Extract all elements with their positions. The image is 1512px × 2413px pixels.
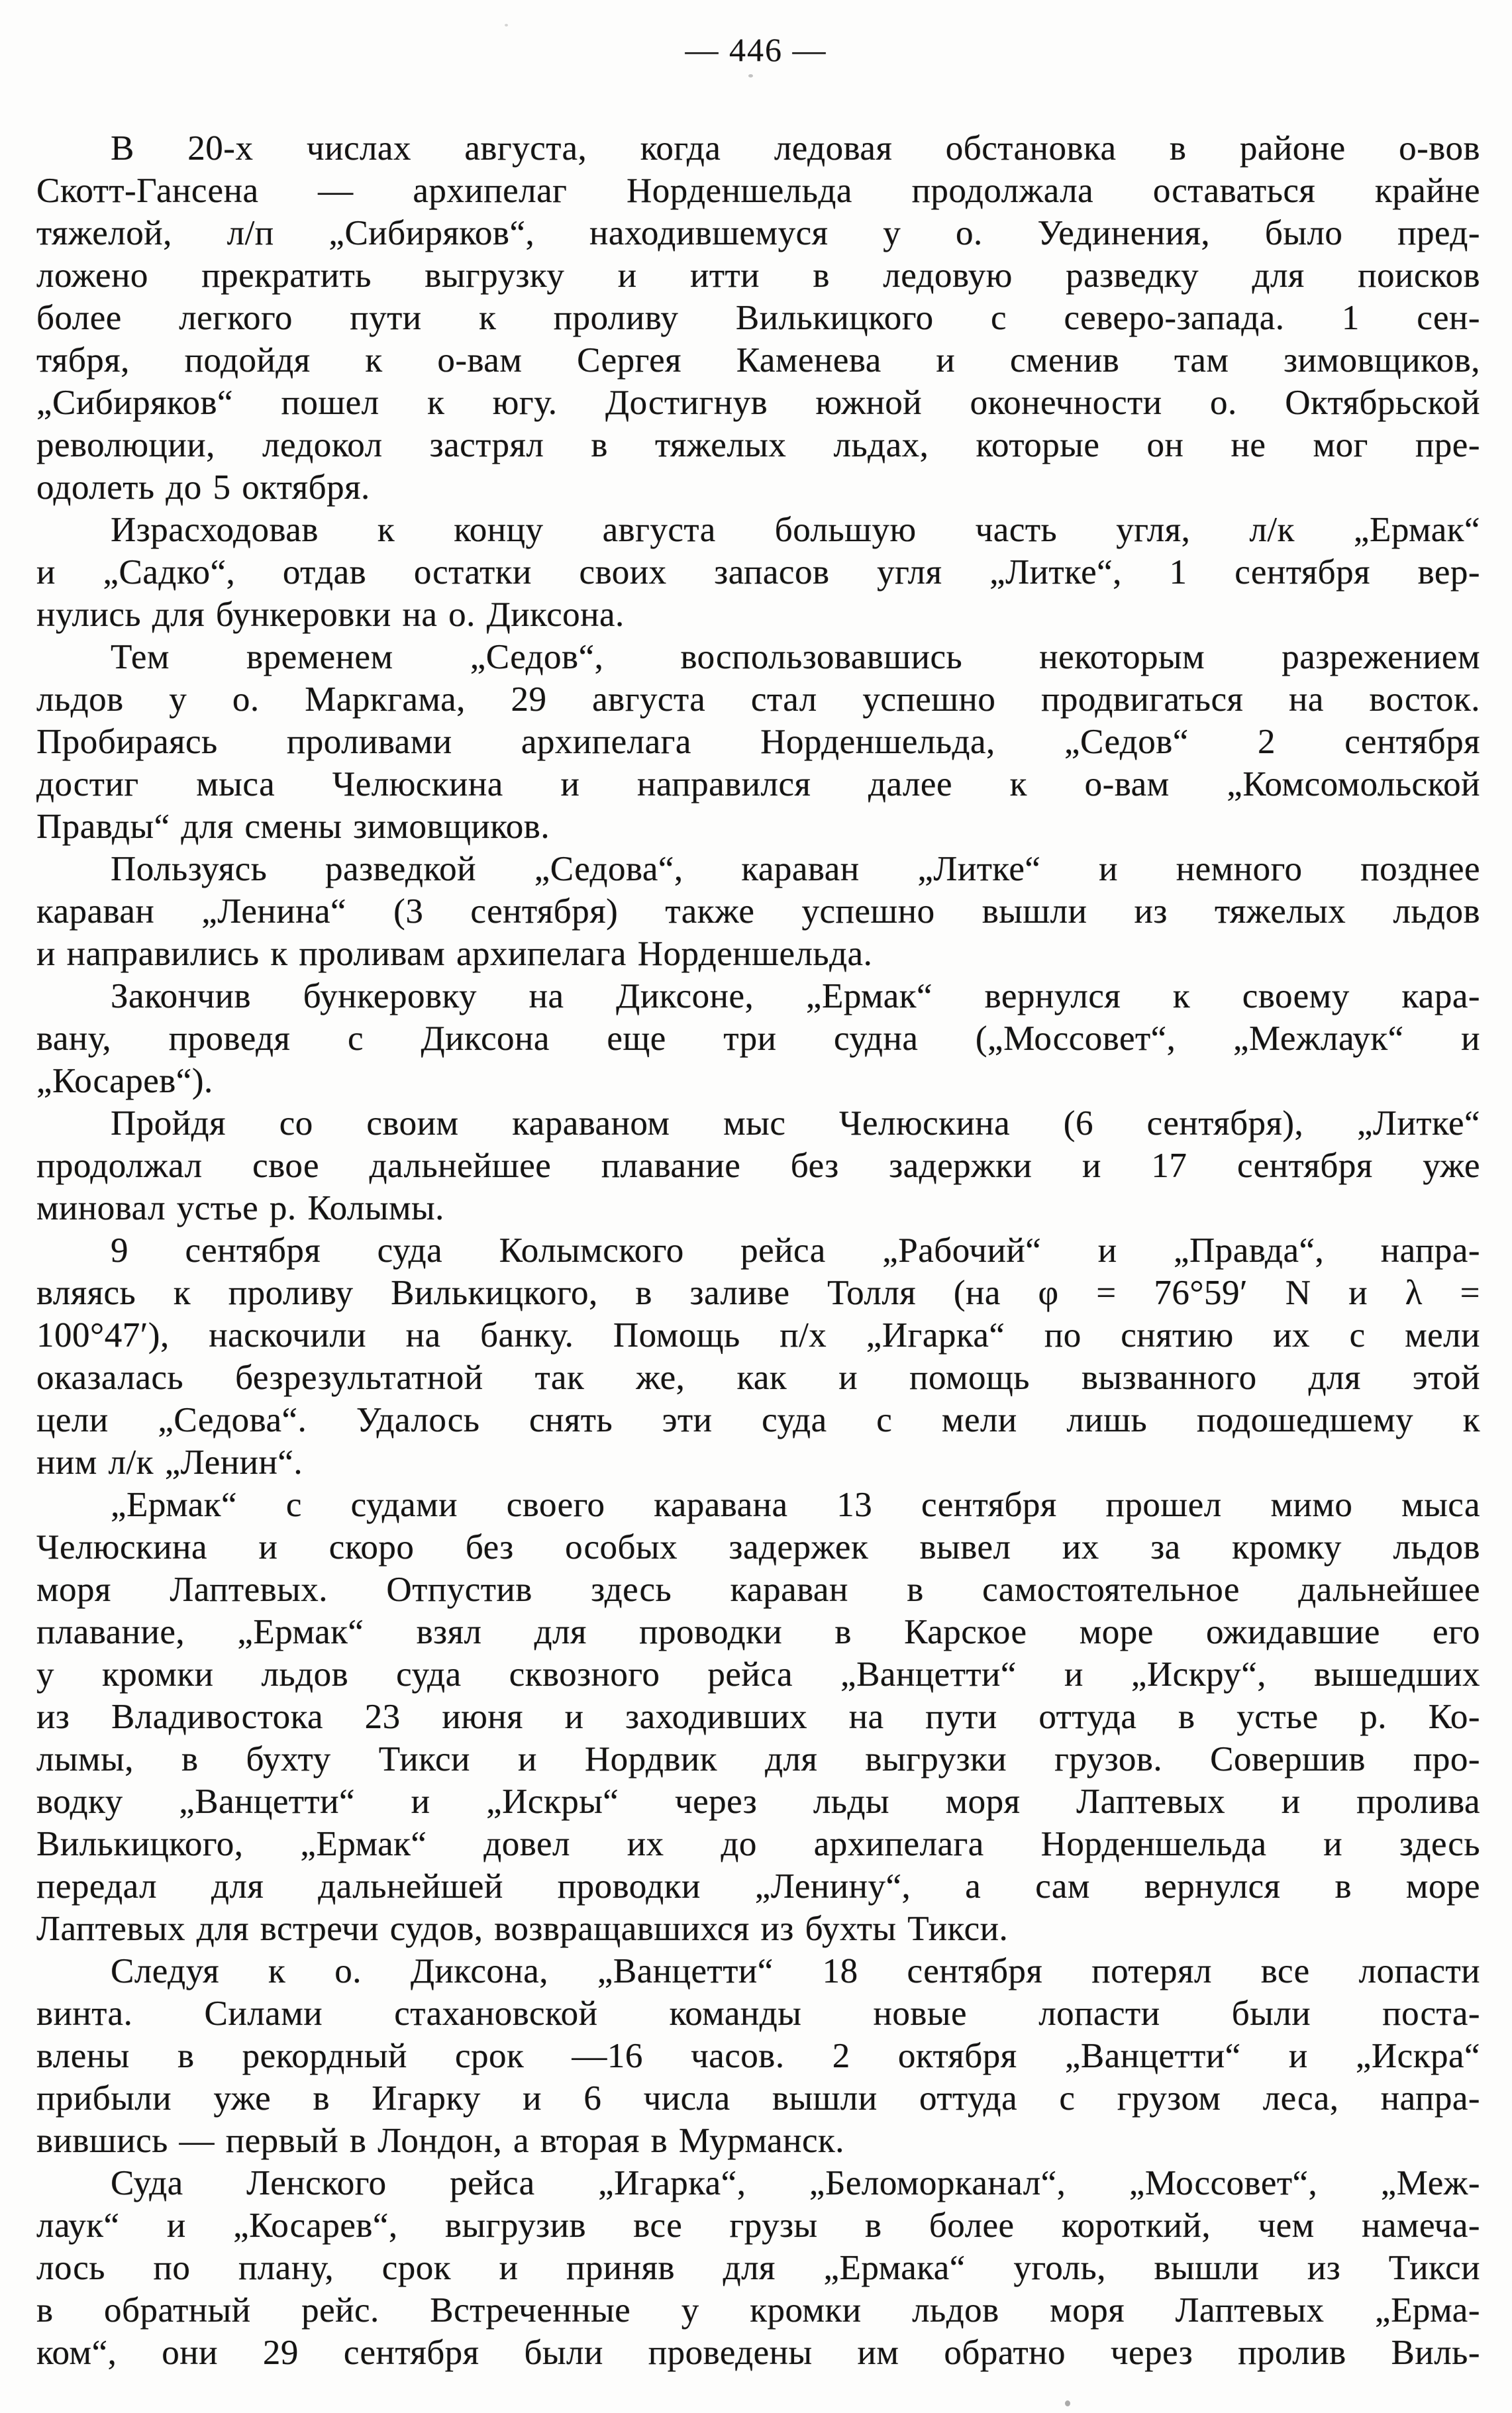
text-line: Челюскина и скоро без особых задержек вывел их за кромку льдов [36, 1528, 1480, 1566]
paragraph [36, 848, 1480, 975]
text-line: Пользуясь разведкой „Седова“, караван „Литке“ и немного позднее [111, 850, 1480, 888]
text-line: плавание, „Ермак“ взял для проводки в Карское море ожидавшие его [36, 1613, 1480, 1651]
text-line: и направились к проливам архипелага Норденшельда. [36, 935, 873, 973]
text-line: революции, ледокол застрял в тяжелых льдах, которые он не мог пре- [36, 426, 1480, 464]
paragraph [36, 2162, 1480, 2374]
text-line: винта. Силами стахановской команды новые лопасти были поста- [36, 1994, 1480, 2033]
text-line: караван „Ленина“ (3 сентября) также успешно вышли из тяжелых льдов [36, 892, 1480, 931]
text-line: ним л/к „Ленин“. [36, 1443, 303, 1482]
text-line: вившись — первый в Лондон, а вторая в Мурманск. [36, 2122, 844, 2160]
paragraph [36, 1229, 1480, 1484]
text-line: ком“, они 29 сентября были проведены им обратно через пролив Виль- [36, 2334, 1480, 2372]
text-line: Лаптевых для встречи судов, возвращавшихся из бухты Тикси. [36, 1910, 1009, 1948]
text-line: одолеть до 5 октября. [36, 468, 370, 507]
text-line: продолжал свое дальнейшее плавание без задержки и 17 сентября уже [36, 1147, 1480, 1185]
text-line: Вилькицкого, „Ермак“ довел их до архипелага Норденшельда и здесь [36, 1825, 1480, 1863]
text-line: тяжелой, л/п „Сибиряков“, находившемуся у о. Уединения, было пред- [36, 214, 1480, 252]
text-line: вляясь к проливу Вилькицкого, в заливе Толля (на φ = 76°59′ N и λ = [36, 1274, 1480, 1312]
page-number: — 446 — [685, 31, 827, 68]
text-line: достиг мыса Челюскина и направился далее к о-вам „Комсомольской [36, 765, 1480, 803]
text-line: „Косарев“). [36, 1062, 213, 1100]
text-line: Израсходовав к концу августа большую часть угля, л/к „Ермак“ [111, 511, 1480, 549]
paragraph [36, 1484, 1480, 1950]
paragraph [36, 1950, 1480, 2162]
text-line: ложено прекратить выгрузку и итти в ледовую разведку для поисков [36, 256, 1480, 295]
text-line: тября, подойдя к о-вам Сергея Каменева и сменив там зимовщиков, [36, 341, 1480, 380]
text-line: цели „Седова“. Удалось снять эти суда с мели лишь подошедшему к [36, 1401, 1480, 1439]
paragraph [36, 975, 1480, 1102]
paragraph [36, 127, 1480, 509]
text-line: из Владивостока 23 июня и заходивших на пути оттуда в устье р. Ко- [36, 1698, 1480, 1736]
text-line: водку „Ванцетти“ и „Искры“ через льды моря Лаптевых и пролива [36, 1782, 1480, 1821]
text-line: „Сибиряков“ пошел к югу. Достигнув южной оконечности о. Октябрьской [36, 384, 1480, 422]
paragraph [36, 1102, 1480, 1229]
text-line: Тем временем „Седов“, воспользовавшись некоторым разрежением [111, 638, 1480, 676]
text-line: „Ермак“ с судами своего каравана 13 сентября прошел мимо мыса [111, 1486, 1480, 1524]
text-line: лось по плану, срок и приняв для „Ермака“ уголь, вышли из Тикси [36, 2249, 1480, 2287]
paragraph [36, 509, 1480, 636]
text-line: Скотт-Гансена — архипелаг Норденшельда продолжала оставаться крайне [36, 172, 1480, 210]
text-line: В 20-х числах августа, когда ледовая обстановка в районе о-вов [111, 129, 1480, 168]
text-line: оказалась безрезультатной так же, как и помощь вызванного для этой [36, 1359, 1480, 1397]
text-line: прибыли уже в Игарку и 6 числа вышли оттуда с грузом леса, напра- [36, 2079, 1480, 2118]
text-line: и „Садко“, отдав остатки своих запасов угля „Литке“, 1 сентября вер- [36, 553, 1480, 591]
text-line: льдов у о. Маркгама, 29 августа стал успешно продвигаться на восток. [36, 680, 1480, 719]
text-line: 100°47′), наскочили на банку. Помощь п/х „Игарка“ по снятию их с мели [36, 1316, 1480, 1355]
text-line: Правды“ для смены зимовщиков. [36, 807, 550, 846]
text-line: Закончив бункеровку на Диксоне, „Ермак“ вернулся к своему кара- [111, 977, 1480, 1015]
paragraph [36, 636, 1480, 848]
text-line: передал для дальнейшей проводки „Ленину“, а сам вернулся в море [36, 1867, 1480, 1906]
scan-speck [1065, 2400, 1070, 2406]
text-line: Суда Ленского рейса „Игарка“, „Беломорканал“, „Моссовет“, „Меж- [111, 2164, 1480, 2202]
text-line: у кромки льдов суда сквозного рейса „Ванцетти“ и „Искру“, вышедших [36, 1655, 1480, 1694]
text-line: Пройдя со своим караваном мыс Челюскина (6 сентября), „Литке“ [111, 1104, 1480, 1143]
text-line: нулись для бункеровки на о. Диксона. [36, 595, 625, 634]
text-line: Следуя к о. Диксона, „Ванцетти“ 18 сентября потерял все лопасти [111, 1952, 1480, 1990]
text-line: моря Лаптевых. Отпустив здесь караван в самостоятельное дальнейшее [36, 1570, 1480, 1609]
text-line: влены в рекордный срок —16 часов. 2 октября „Ванцетти“ и „Искра“ [36, 2037, 1480, 2075]
text-line: вану, проведя с Диксона еще три судна („Моссовет“, „Межлаук“ и [36, 1019, 1480, 1058]
text-line: лаук“ и „Косарев“, выгрузив все грузы в более короткий, чем намеча- [36, 2206, 1480, 2245]
text-line: в обратный рейс. Встреченные у кромки льдов моря Лаптевых „Ерма- [36, 2291, 1480, 2330]
scan-speck [505, 24, 508, 26]
text-line: миновал устье р. Колымы. [36, 1189, 444, 1227]
text-line: Пробираясь проливами архипелага Норденшельда, „Седов“ 2 сентября [36, 723, 1480, 761]
text-line: лымы, в бухту Тикси и Нордвик для выгрузки грузов. Совершив про- [36, 1740, 1480, 1778]
text-column [36, 127, 1480, 2374]
text-line: 9 сентября суда Колымского рейса „Рабочий“ и „Правда“, напра- [111, 1231, 1480, 1270]
text-line: более легкого пути к проливу Вилькицкого с северо-запада. 1 сен- [36, 299, 1480, 337]
scan-speck [748, 74, 753, 77]
